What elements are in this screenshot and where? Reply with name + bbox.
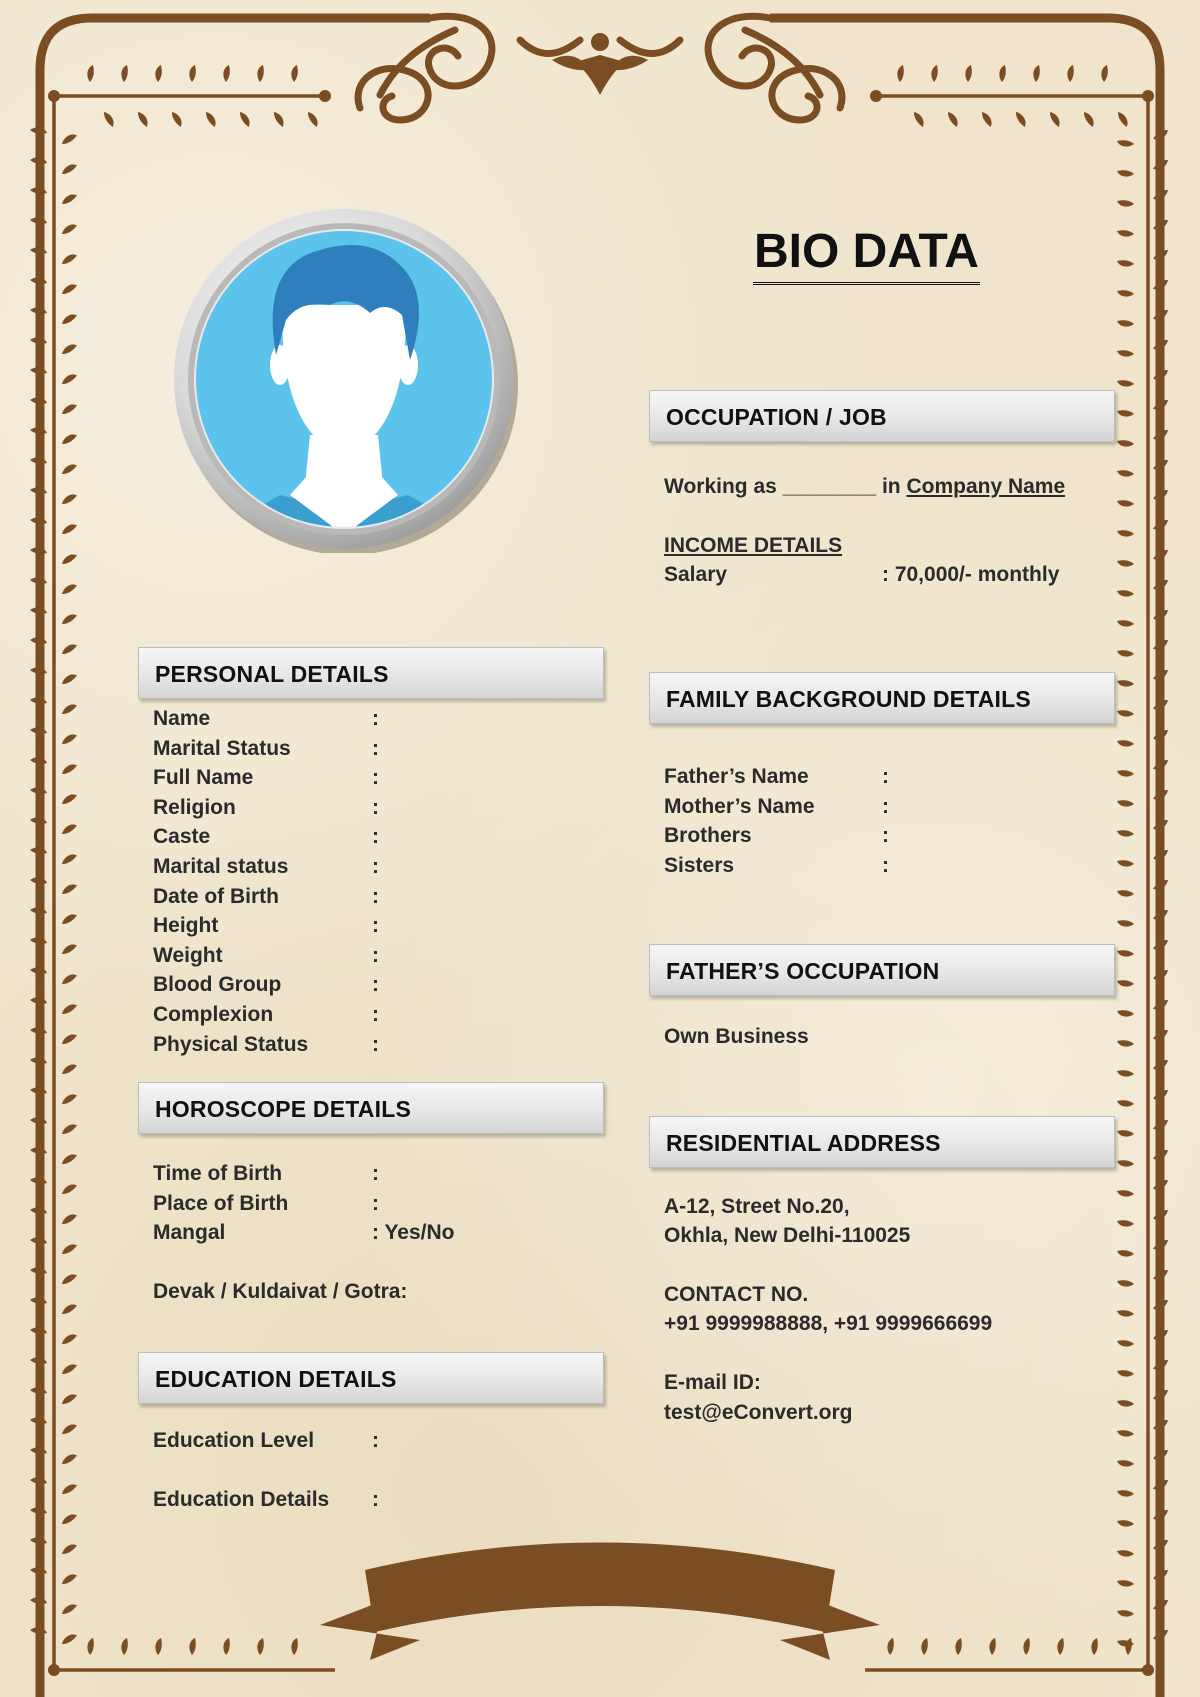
fathers-occupation-heading: FATHER’S OCCUPATION [666, 958, 940, 984]
email-heading: E-mail ID: [664, 1371, 761, 1394]
horoscope-field-value: : [372, 1191, 379, 1215]
family-field-colon: : [882, 853, 889, 877]
personal-field-colon: : [372, 884, 379, 908]
job-title-blank: ________ [782, 475, 877, 498]
personal-field-colon: : [372, 914, 379, 938]
family-field-colon: : [882, 765, 889, 788]
horoscope-heading: HOROSCOPE DETAILS [155, 1096, 411, 1122]
personal-field-label: Marital status [153, 855, 289, 878]
personal-field-colon: : [372, 1003, 379, 1026]
address-line-1: A-12, Street No.20, [664, 1195, 850, 1218]
personal-field-label: Religion [153, 795, 236, 819]
salary-value: : 70,000/- monthly [882, 563, 1060, 586]
personal-field-label: Physical Status [153, 1032, 309, 1056]
personal-field-label: Blood Group [153, 973, 282, 997]
personal-field-colon: : [372, 855, 379, 878]
family-field-label: Brothers [664, 824, 752, 848]
email-value: test@eConvert.org [664, 1401, 853, 1424]
personal-field-label: Weight [153, 943, 223, 967]
horoscope-field-value: : [372, 1162, 379, 1185]
in-label: in [881, 475, 901, 498]
personal-field-label: Name [153, 707, 211, 730]
contact-numbers: +91 9999988888, +91 9999666699 [664, 1312, 993, 1335]
working-as-label: Working as [664, 475, 777, 498]
personal-field-colon: : [372, 973, 379, 997]
personal-field-colon: : [372, 736, 379, 760]
education-heading: EDUCATION DETAILS [155, 1366, 397, 1392]
personal-field-colon: : [372, 707, 379, 730]
education-field-label: Education Level [153, 1429, 315, 1452]
horoscope-field-label: Time of Birth [153, 1162, 283, 1185]
salary-label: Salary [664, 563, 728, 586]
male-avatar-icon [170, 205, 518, 553]
family-field-label: Father’s Name [664, 765, 809, 788]
family-section-header [649, 672, 1115, 724]
education-section-header [138, 1352, 604, 1404]
personal-field-colon: : [372, 766, 379, 790]
family-heading: FAMILY BACKGROUND DETAILS [666, 686, 1031, 712]
address-line-2: Okhla, New Delhi-110025 [664, 1224, 911, 1247]
fathers-occupation-section-header [649, 944, 1115, 996]
education-field-label: Education Details [153, 1488, 330, 1511]
fathers-occupation-value: Own Business [664, 1025, 809, 1048]
gotra-label: Devak / Kuldaivat / Gotra: [153, 1280, 408, 1303]
personal-field-colon: : [372, 1032, 379, 1056]
occupation-heading: OCCUPATION / JOB [666, 404, 887, 430]
personal-field-label: Full Name [153, 766, 254, 790]
personal-section-header [138, 647, 604, 699]
personal-field-colon: : [372, 795, 379, 819]
personal-heading: PERSONAL DETAILS [155, 661, 389, 687]
personal-field-label: Caste [153, 825, 211, 849]
contact-heading: CONTACT NO. [664, 1283, 809, 1306]
occupation-section-header [649, 390, 1115, 442]
horoscope-section-header [138, 1082, 604, 1134]
personal-field-label: Date of Birth [153, 884, 279, 908]
family-field-label: Sisters [664, 853, 735, 877]
family-field-colon: : [882, 794, 889, 818]
personal-field-label: Complexion [153, 1003, 274, 1026]
horoscope-field-label: Mangal [153, 1221, 226, 1245]
page-title: BIO DATA [753, 222, 980, 285]
horoscope-field-value: : Yes/No [372, 1221, 455, 1245]
personal-field-colon: : [372, 825, 379, 849]
personal-field-label: Marital Status [153, 736, 291, 760]
address-heading: RESIDENTIAL ADDRESS [666, 1130, 941, 1156]
education-field-value: : [372, 1429, 379, 1452]
income-details-heading: INCOME DETAILS [664, 534, 843, 557]
address-section-header [649, 1116, 1115, 1168]
horoscope-field-label: Place of Birth [153, 1191, 289, 1215]
personal-field-label: Height [153, 914, 219, 938]
company-name: Company Name [906, 475, 1066, 498]
family-field-label: Mother’s Name [664, 794, 815, 818]
working-as-line [664, 474, 1065, 500]
family-field-colon: : [882, 824, 889, 848]
education-field-value: : [372, 1488, 379, 1511]
personal-field-colon: : [372, 943, 379, 967]
